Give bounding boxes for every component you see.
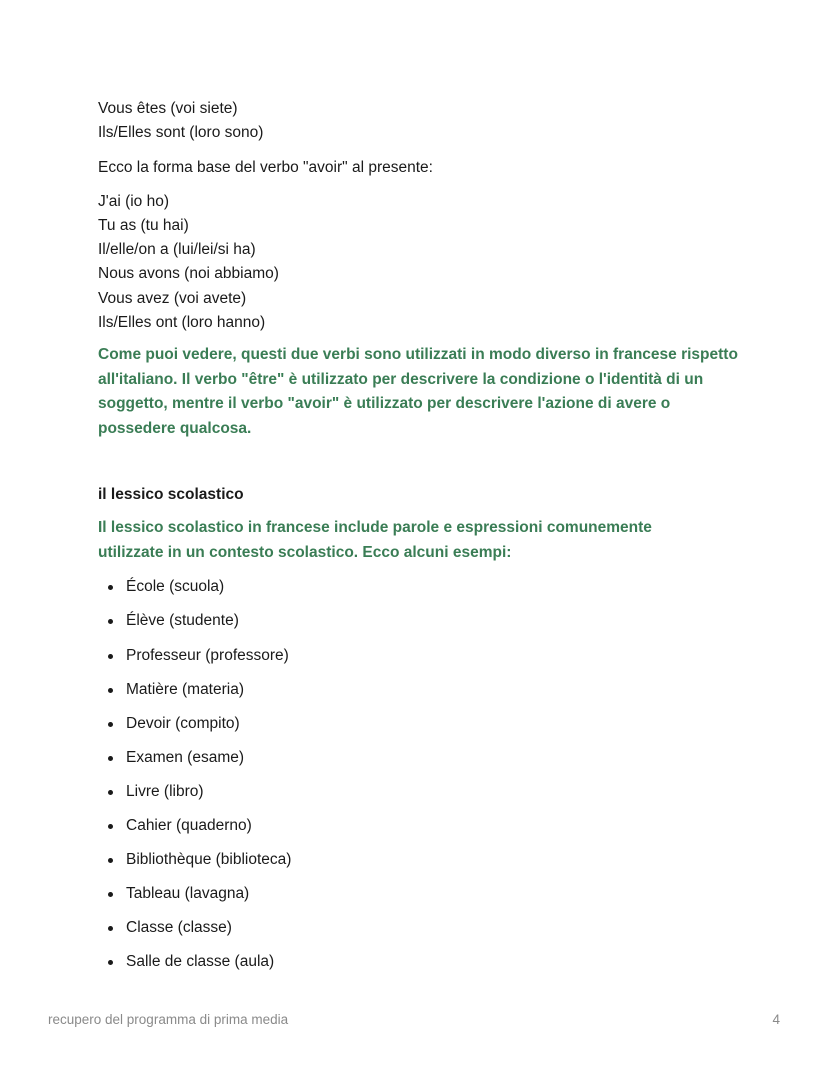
bullet-icon (108, 926, 113, 931)
bullet-icon (108, 790, 113, 795)
avoir-form: Il/elle/on a (lui/lei/si ha) (98, 241, 256, 259)
bullet-icon (108, 654, 113, 659)
list-item-text: École (scuola) (126, 578, 225, 596)
etre-form: Ils/Elles sont (loro sono) (98, 124, 264, 142)
list-item-text: Tableau (lavagna) (126, 885, 250, 903)
list-item-text: Salle de classe (aula) (126, 953, 275, 971)
bullet-icon (108, 756, 113, 761)
section-intro: Il lessico scolastico in francese include parole e espressioni comunemente utilizzate in un contesto scolastico. Ecco alcuni esempi: (98, 519, 652, 561)
vocabulary-list (98, 575, 738, 974)
list-item (98, 712, 738, 736)
bullet-icon (108, 585, 113, 590)
avoir-intro: Ecco la forma base del verbo "avoir" al presente: (98, 158, 433, 176)
list-item (98, 644, 738, 668)
etre-conjugation-tail (98, 97, 738, 146)
bullet-icon (108, 892, 113, 897)
list-item (98, 780, 738, 804)
list-item (98, 678, 738, 702)
footer-title: recupero del programma di prima media (48, 1012, 289, 1027)
list-item (98, 950, 738, 974)
avoir-conjugation (98, 190, 738, 336)
comparison-note: Come puoi vedere, questi due verbi sono utilizzati in modo diverso in francese rispetto all'italiano. Il verbo "être" è utilizzato per descrivere la condizione o l'identità di un soggetto, mentre il verbo "avoir" è utilizzato per descrivere l'azione di avere o possedere qualcosa. (98, 346, 738, 437)
bullet-icon (108, 722, 113, 727)
list-item (98, 575, 738, 599)
avoir-form: Ils/Elles ont (loro hanno) (98, 314, 266, 332)
list-item-text: Devoir (compito) (126, 714, 240, 732)
avoir-form: J'ai (io ho) (98, 192, 170, 210)
bullet-icon (108, 824, 113, 829)
section-heading: il lessico scolastico (98, 486, 244, 504)
avoir-form: Tu as (tu hai) (98, 216, 189, 234)
avoir-form: Vous avez (voi avete) (98, 289, 247, 307)
list-item (98, 916, 738, 940)
list-item-text: Matière (materia) (126, 680, 244, 698)
avoir-form: Nous avons (noi abbiamo) (98, 265, 279, 283)
bullet-icon (108, 858, 113, 863)
bullet-icon (108, 688, 113, 693)
list-item (98, 814, 738, 838)
list-item-text: Cahier (quaderno) (126, 817, 252, 835)
bullet-icon (108, 960, 113, 965)
page-content (98, 97, 738, 985)
list-item-text: Livre (libro) (126, 782, 204, 800)
list-item-text: Bibliothèque (biblioteca) (126, 851, 292, 869)
list-item-text: Examen (esame) (126, 748, 245, 766)
list-item (98, 609, 738, 633)
list-item (98, 746, 738, 770)
list-item-text: Classe (classe) (126, 919, 232, 937)
list-item-text: Professeur (professore) (126, 646, 289, 664)
bullet-icon (108, 619, 113, 624)
page-number: 4 (772, 1012, 780, 1027)
list-item (98, 882, 738, 906)
etre-form: Vous êtes (voi siete) (98, 100, 238, 117)
list-item (98, 848, 738, 872)
list-item-text: Élève (studente) (126, 612, 239, 630)
